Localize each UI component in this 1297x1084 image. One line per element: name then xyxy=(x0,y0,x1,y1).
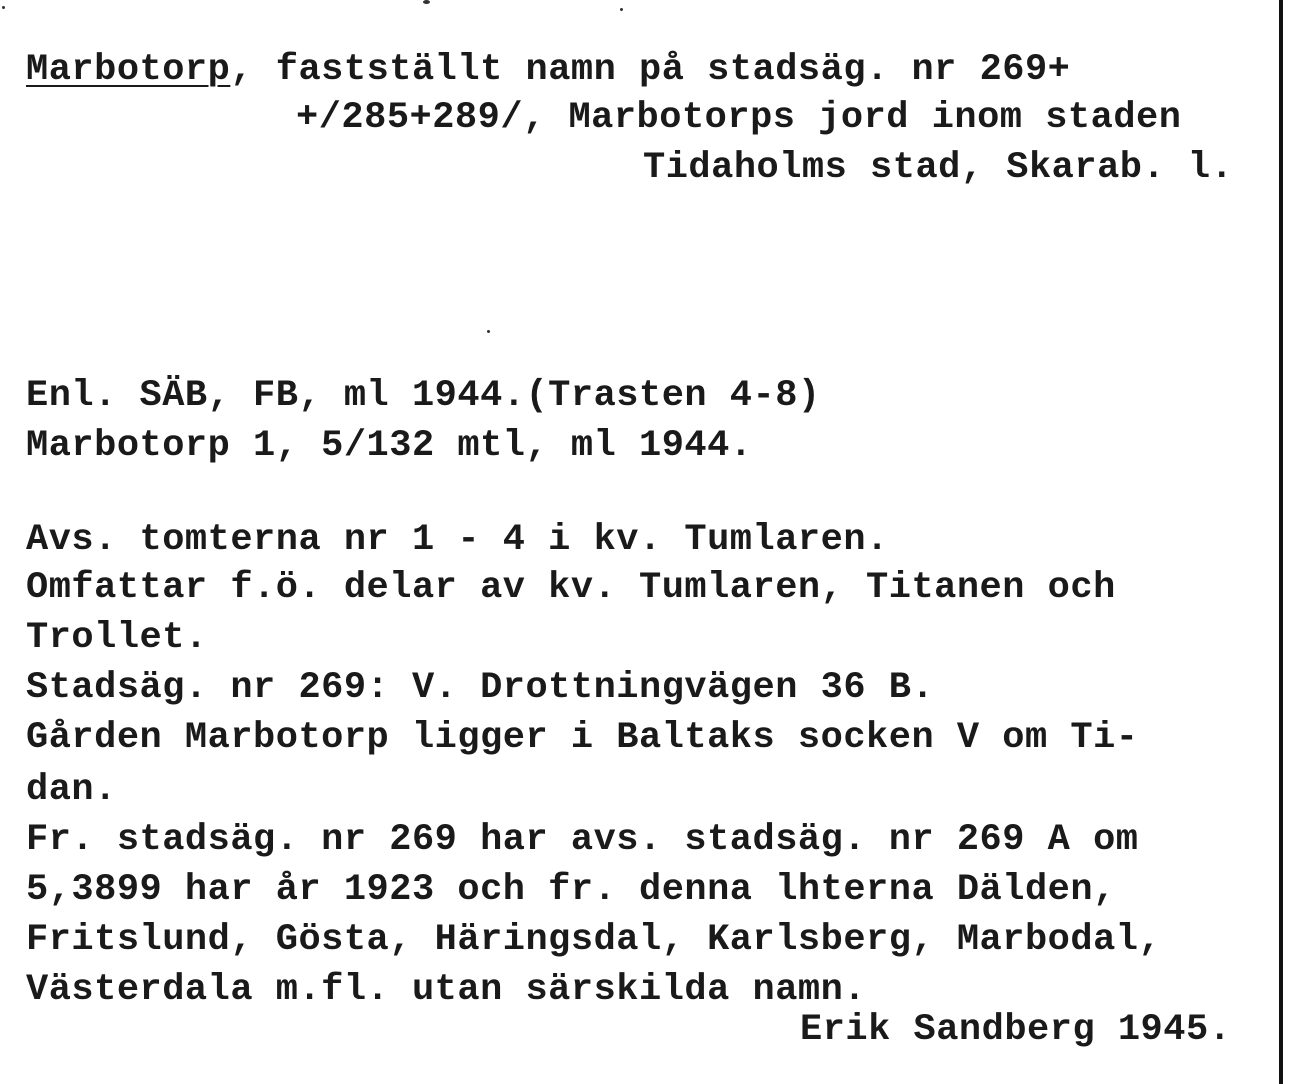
heading-line-2: +/285+289/, Marbotorps jord inom staden xyxy=(296,97,1182,139)
body-line-9: Fr. stadsäg. nr 269 har avs. stadsäg. nr 269 A om xyxy=(26,819,1139,861)
body-line-4: Omfattar f.ö. delar av kv. Tumlaren, Titanen och xyxy=(26,567,1116,609)
body-line-7: Gården Marbotorp ligger i Baltaks socken V om Ti- xyxy=(26,717,1139,759)
body-line-3: Avs. tomterna nr 1 - 4 i kv. Tumlaren. xyxy=(26,519,889,561)
signature: Erik Sandberg 1945. xyxy=(800,1009,1232,1051)
body-line-10: 5,3899 har år 1923 och fr. denna lhterna Dälden, xyxy=(26,869,1116,911)
body-line-11: Fritslund, Gösta, Häringsdal, Karlsberg, Marbodal, xyxy=(26,919,1162,961)
scan-speck xyxy=(487,330,490,333)
heading-line-3: Tidaholms stad, Skarab. l. xyxy=(643,147,1234,189)
body-line-2: Marbotorp 1, 5/132 mtl, ml 1944. xyxy=(26,425,753,467)
scan-speck xyxy=(2,6,5,9)
body-line-5: Trollet. xyxy=(26,617,208,659)
body-line-6: Stadsäg. nr 269: V. Drottningvägen 36 B. xyxy=(26,667,935,709)
heading-line-1 xyxy=(26,49,1071,91)
scan-speck xyxy=(620,8,623,11)
card-edge xyxy=(1279,0,1283,1084)
scan-speck xyxy=(423,0,430,4)
body-line-8: dan. xyxy=(26,769,117,811)
body-line-12: Västerdala m.fl. utan särskilda namn. xyxy=(26,969,867,1011)
body-line-1: Enl. SÄB, FB, ml 1944.(Trasten 4-8) xyxy=(26,375,821,417)
heading-line-1-rest: , fastställt namn på stadsäg. nr 269+ xyxy=(230,49,1071,91)
headword: Marbotorp xyxy=(26,49,231,91)
